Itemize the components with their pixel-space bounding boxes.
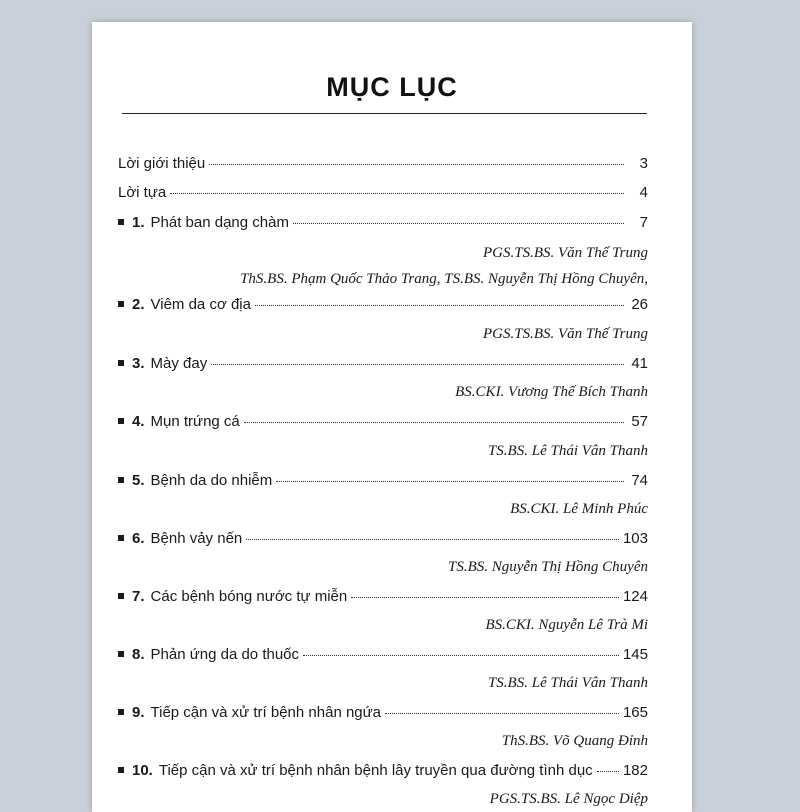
- book-page: [92, 22, 692, 812]
- chapter-title: Lời giới thiệu: [118, 155, 206, 172]
- bullet-icon: [118, 360, 124, 366]
- table-of-contents: [92, 22, 692, 812]
- page-number: 7: [639, 214, 648, 231]
- bullet-icon: [118, 651, 124, 657]
- chapter-number: 8.: [132, 646, 145, 663]
- chapter-number: 10.: [132, 762, 153, 779]
- dot-leader: [211, 364, 624, 365]
- toc-entry[interactable]: [118, 530, 648, 547]
- chapter-title: Lời tựa: [118, 184, 167, 201]
- page-number: 103: [622, 530, 648, 547]
- chapter-number: 5.: [132, 472, 145, 489]
- chapter-title: Tiếp cận và xử trí bệnh nhân ngứa: [150, 704, 382, 721]
- chapter-number: 9.: [132, 704, 145, 721]
- dot-leader: [303, 655, 619, 656]
- bullet-icon: [118, 709, 124, 715]
- toc-entry[interactable]: [118, 155, 648, 172]
- page-number: 3: [639, 155, 648, 172]
- bullet-icon: [118, 593, 124, 599]
- bullet-icon: [118, 767, 124, 773]
- page-number: 165: [622, 704, 648, 721]
- page-number: 145: [622, 646, 648, 663]
- chapter-title: Mày đay: [150, 355, 208, 372]
- chapter-author: BS.CKI. Nguyễn Lê Trà Mi: [485, 617, 648, 633]
- chapter-author: PGS.TS.BS. Lê Ngọc Diệp: [489, 791, 648, 807]
- chapter-title: Mụn trứng cá: [150, 413, 240, 430]
- bullet-icon: [118, 418, 124, 424]
- page-number: 124: [622, 588, 648, 605]
- page-number: 26: [631, 296, 648, 313]
- chapter-title: Viêm da cơ địa: [150, 296, 251, 313]
- chapter-author: TS.BS. Lê Thái Vân Thanh: [487, 443, 648, 459]
- toc-entry[interactable]: [118, 704, 648, 721]
- dot-leader: [276, 481, 624, 482]
- page-number: 74: [631, 472, 648, 489]
- chapter-number: 2.: [132, 296, 145, 313]
- page-number: 57: [631, 413, 648, 430]
- bullet-icon: [118, 535, 124, 541]
- chapter-number: 4.: [132, 413, 145, 430]
- chapter-number: 1.: [132, 214, 145, 231]
- dot-leader: [351, 597, 619, 598]
- page-number: 182: [622, 762, 648, 779]
- chapter-title: Bệnh vảy nến: [150, 530, 243, 547]
- toc-entry[interactable]: [118, 184, 648, 201]
- page-number: 41: [631, 355, 648, 372]
- chapter-author: ThS.BS. Phạm Quốc Thảo Trang, TS.BS. Nguyễn Thị Hồng Chuyên,: [240, 271, 648, 287]
- toc-entry[interactable]: [118, 296, 648, 313]
- toc-entry[interactable]: [118, 762, 648, 779]
- page-title: MỤC LỤC: [326, 72, 458, 102]
- dot-leader: [385, 713, 619, 714]
- chapter-title: Tiếp cận và xử trí bệnh nhân bệnh lây truyền qua đường tình dục: [158, 762, 593, 779]
- chapter-author: ThS.BS. Võ Quang Đỉnh: [501, 733, 648, 749]
- chapter-author: TS.BS. Nguyễn Thị Hồng Chuyên: [448, 559, 648, 575]
- dot-leader: [244, 422, 624, 423]
- chapter-title: Các bệnh bóng nước tự miễn: [150, 588, 348, 605]
- toc-entry[interactable]: [118, 646, 648, 663]
- bullet-icon: [118, 219, 124, 225]
- dot-leader: [293, 223, 624, 224]
- chapter-number: 3.: [132, 355, 145, 372]
- page-number: 4: [639, 184, 648, 201]
- dot-leader: [597, 771, 619, 772]
- toc-entry[interactable]: [118, 413, 648, 430]
- chapter-author: PGS.TS.BS. Văn Thế Trung: [482, 245, 648, 261]
- toc-entry[interactable]: [118, 214, 648, 231]
- chapter-title: Bệnh da do nhiễm: [150, 472, 273, 489]
- dot-leader: [209, 164, 624, 165]
- dot-leader: [246, 539, 619, 540]
- toc-entry[interactable]: [118, 355, 648, 372]
- chapter-title: Phản ứng da do thuốc: [150, 646, 300, 663]
- bullet-icon: [118, 301, 124, 307]
- dot-leader: [170, 193, 624, 194]
- chapter-number: 6.: [132, 530, 145, 547]
- chapter-number: 7.: [132, 588, 145, 605]
- toc-entry[interactable]: [118, 588, 648, 605]
- toc-entry[interactable]: [118, 472, 648, 489]
- chapter-author: PGS.TS.BS. Văn Thế Trung: [482, 326, 648, 342]
- chapter-author: BS.CKI. Lê Minh Phúc: [510, 501, 648, 517]
- chapter-author: TS.BS. Lê Thái Vân Thanh: [487, 675, 648, 691]
- chapter-title: Phát ban dạng chàm: [150, 214, 289, 231]
- bullet-icon: [118, 477, 124, 483]
- dot-leader: [255, 305, 624, 306]
- chapter-author: BS.CKI. Vương Thế Bích Thanh: [455, 384, 648, 400]
